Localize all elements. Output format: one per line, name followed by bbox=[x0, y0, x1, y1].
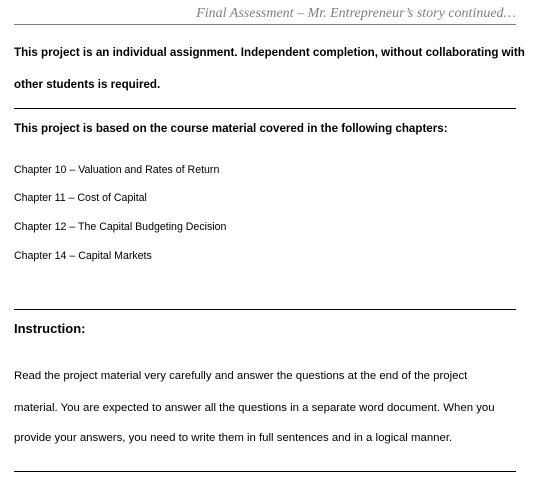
section-divider-3 bbox=[14, 471, 516, 472]
header-divider bbox=[14, 24, 516, 25]
chapter-item: Chapter 12 – The Capital Budgeting Decision bbox=[14, 221, 227, 233]
page-header-title: Final Assessment – Mr. Entrepreneur’s story continued… bbox=[196, 6, 516, 21]
chapter-item: Chapter 11 – Cost of Capital bbox=[14, 192, 147, 204]
section-divider-1 bbox=[14, 108, 516, 109]
chapter-item: Chapter 10 – Valuation and Rates of Return bbox=[14, 164, 220, 176]
chapters-heading: This project is based on the course material covered in the following chapters: bbox=[14, 122, 448, 135]
instruction-line-2: material. You are expected to answer all the questions in a separate word document. When you bbox=[14, 402, 495, 414]
instruction-line-1: Read the project material very carefully and answer the questions at the end of the project bbox=[14, 370, 468, 382]
chapter-item: Chapter 14 – Capital Markets bbox=[14, 250, 152, 262]
section-divider-2 bbox=[14, 309, 516, 310]
instruction-line-3: provide your answers, you need to write them in full sentences and in a logical manner. bbox=[14, 432, 453, 444]
intro-line-2: other students is required. bbox=[14, 78, 161, 91]
intro-line-1: This project is an individual assignment. Independent completion, without collaborating with bbox=[14, 46, 525, 59]
instruction-heading: Instruction: bbox=[14, 321, 86, 336]
